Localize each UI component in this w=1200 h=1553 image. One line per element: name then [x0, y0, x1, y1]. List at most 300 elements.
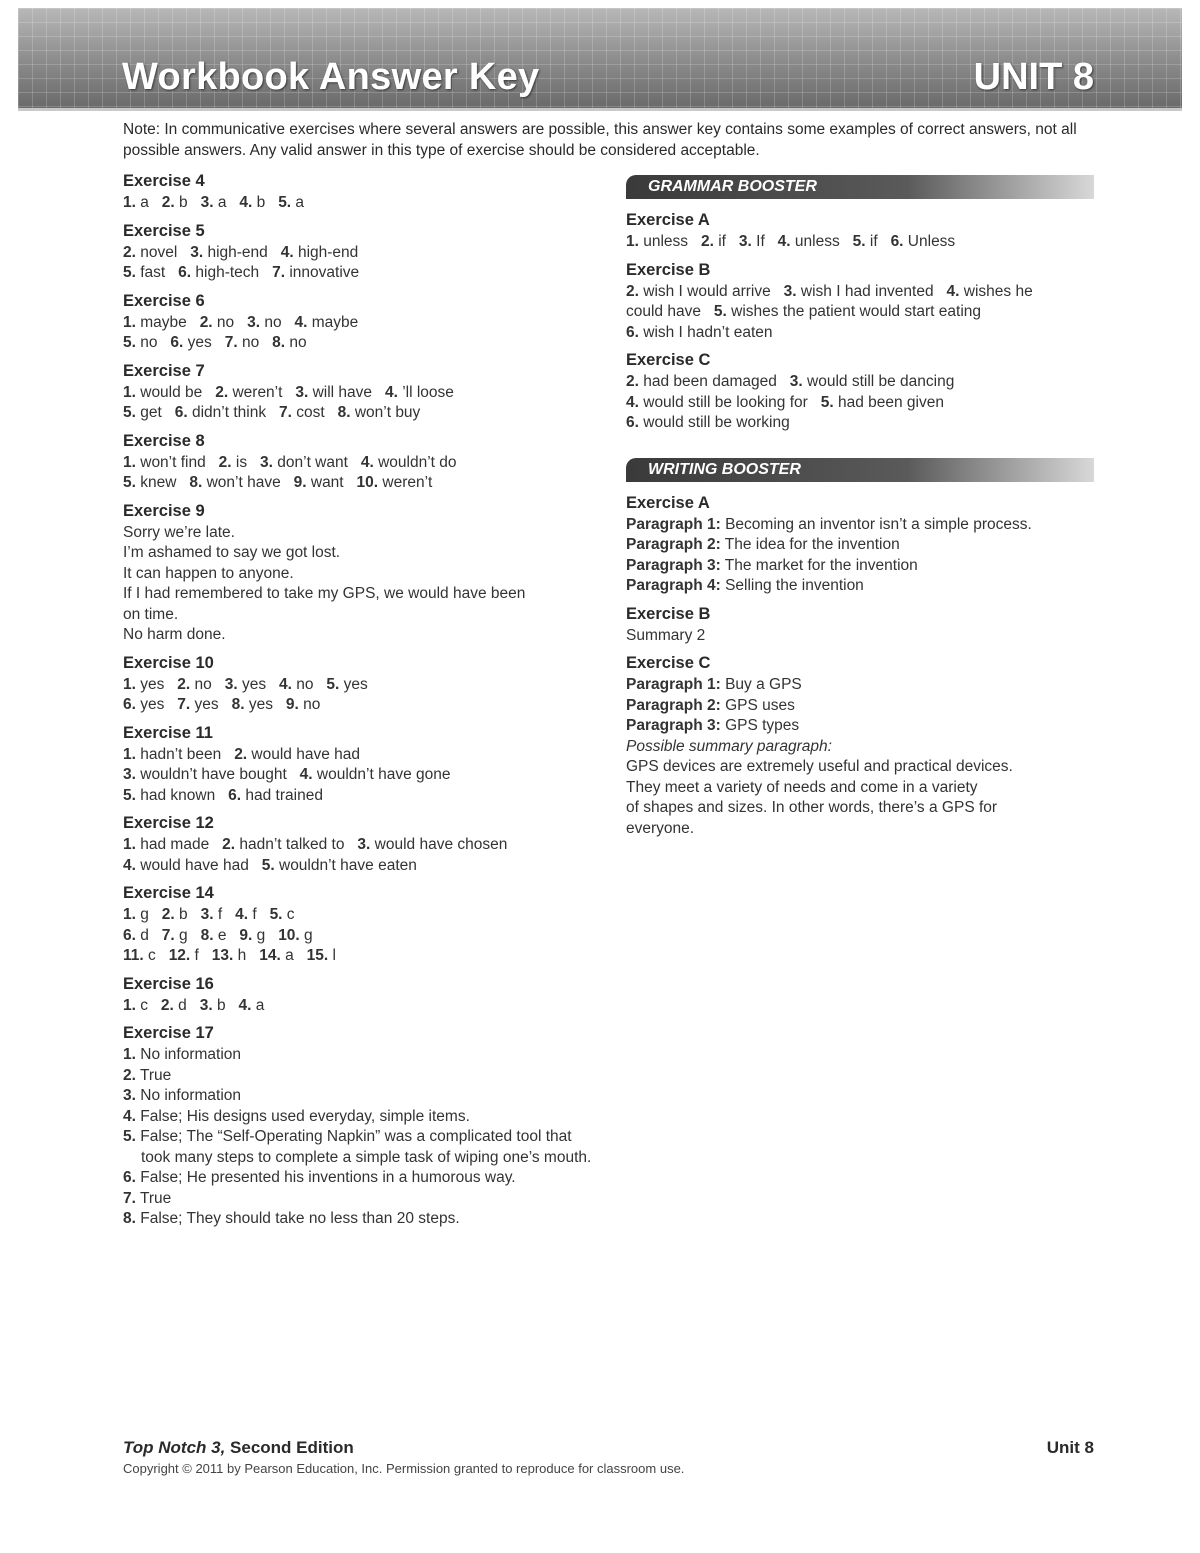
- exercise-block: [123, 973, 603, 1017]
- answer-text: They meet a variety of needs and come in a variety: [626, 778, 978, 796]
- answer-line: [626, 778, 1096, 799]
- answer-text: hadn’t talked to: [235, 836, 358, 853]
- grammar-booster-header: GRAMMAR BOOSTER: [626, 175, 1094, 199]
- exercise-block: [123, 500, 603, 646]
- answer-text: 4.: [279, 675, 292, 693]
- answer-text: f: [248, 906, 270, 923]
- answer-text: yes: [237, 675, 279, 693]
- answer-text: maybe: [307, 313, 359, 331]
- answer-text: 4.: [123, 1107, 136, 1125]
- answer-text: g: [174, 926, 201, 944]
- answer-text: had known: [135, 786, 229, 804]
- answer-line: [123, 383, 603, 404]
- answer-text: 2.: [160, 996, 174, 1014]
- answer-text: had been damaged: [638, 373, 790, 390]
- answer-text: 4.: [384, 383, 398, 401]
- exercise-block: [123, 290, 603, 354]
- answer-text: maybe: [135, 313, 200, 331]
- answer-text: 2.: [199, 313, 213, 331]
- answer-line: [123, 1066, 603, 1087]
- answer-text: If I had remembered to take my GPS, we would have been: [123, 585, 526, 602]
- answer-text: 3.: [783, 282, 797, 300]
- answer-text: False; They should take no less than 20 steps.: [135, 1210, 460, 1227]
- answer-text: 6.: [626, 414, 639, 431]
- answer-line: [123, 1168, 603, 1189]
- answer-text: Unless: [903, 233, 956, 250]
- exercise-block: [123, 652, 603, 716]
- answer-text: would have had: [135, 856, 262, 874]
- answer-text: could have: [626, 303, 714, 320]
- answer-text: 6.: [626, 323, 639, 341]
- answer-text: a: [280, 947, 307, 964]
- answer-text: 1.: [123, 906, 136, 923]
- answer-text: had been given: [833, 393, 944, 411]
- page-title: Workbook Answer Key: [122, 56, 540, 98]
- answer-line: [123, 695, 603, 716]
- answer-text: 4.: [946, 282, 960, 300]
- answer-line: [123, 1045, 603, 1066]
- answer-text: 5.: [123, 334, 136, 351]
- answer-text: h: [233, 947, 260, 964]
- answer-text: 2.: [123, 243, 136, 261]
- answer-line: [626, 515, 1096, 536]
- answer-line: [123, 946, 603, 967]
- answer-text: 3.: [123, 766, 136, 783]
- answer-text: a: [135, 194, 162, 211]
- answer-text: 6.: [123, 926, 136, 944]
- answer-line: [123, 605, 603, 626]
- answer-text: 12.: [168, 947, 191, 964]
- exercise-title: Exercise 14: [123, 884, 214, 902]
- answer-text: 7.: [177, 696, 191, 713]
- answer-text: would have chosen: [370, 836, 508, 853]
- answer-line: [626, 282, 1096, 303]
- answer-text: f: [190, 947, 212, 964]
- left-column: [123, 170, 603, 1236]
- answer-line: [123, 625, 603, 646]
- exercise-block: [123, 882, 603, 967]
- answer-text: If: [751, 233, 778, 250]
- answer-text: high-end: [293, 243, 359, 261]
- answer-text: will have: [308, 383, 385, 401]
- exercise-block: [123, 360, 603, 424]
- answer-text: would still be looking for: [638, 393, 821, 411]
- answer-text: yes: [135, 696, 178, 713]
- answer-line: [123, 543, 603, 564]
- answer-text: no: [190, 675, 225, 693]
- answer-text: 2.: [215, 383, 229, 401]
- answer-text: a: [251, 996, 265, 1014]
- answer-text: 4.: [360, 453, 374, 471]
- answer-line: [626, 413, 1096, 434]
- answer-line: [626, 757, 1096, 778]
- exercise-title: Exercise A: [626, 493, 710, 512]
- exercise-block: [626, 209, 1096, 253]
- answer-text: g: [252, 926, 279, 944]
- answer-text: 1.: [123, 453, 136, 471]
- answer-text: 11.: [123, 947, 144, 964]
- answer-text: Paragraph 3:: [626, 717, 721, 734]
- answer-line: [123, 193, 603, 214]
- answer-text: 9.: [293, 474, 307, 491]
- answer-line: [123, 745, 603, 766]
- exercise-title: Exercise 16: [123, 974, 214, 993]
- exercise-block: [123, 812, 603, 876]
- answer-text: get: [135, 404, 175, 421]
- answer-text: no: [291, 675, 327, 693]
- answer-text: 4.: [299, 766, 313, 783]
- exercise-block: [123, 722, 603, 807]
- answer-text: 4.: [239, 194, 253, 211]
- exercise-block: [123, 1022, 603, 1230]
- answer-text: Paragraph 1:: [626, 676, 721, 693]
- answer-line: [123, 403, 603, 424]
- answer-text: No information: [135, 1046, 242, 1063]
- exercise-title: Exercise B: [626, 260, 711, 279]
- answer-text: hadn’t been: [135, 745, 235, 763]
- answer-text: 5.: [123, 1128, 136, 1145]
- header-banner: [18, 8, 1182, 111]
- answer-text: b: [174, 194, 201, 211]
- answer-text: would be: [135, 383, 216, 401]
- answer-line: [626, 535, 1096, 556]
- answer-text: wishes the patient would start eating: [726, 303, 982, 320]
- answer-text: g: [135, 906, 162, 923]
- answer-text: Paragraph 1:: [626, 515, 721, 533]
- answer-text: Sorry we’re late.: [123, 523, 235, 541]
- answer-text: False; His designs used everyday, simple items.: [135, 1107, 470, 1125]
- answer-text: would still be working: [638, 414, 790, 431]
- answer-text: a: [291, 194, 305, 211]
- answer-text: c: [135, 996, 161, 1014]
- answer-text: g: [299, 926, 313, 944]
- exercise-title: Exercise 17: [123, 1024, 214, 1042]
- answer-text: 1.: [123, 383, 136, 401]
- answer-text: 8.: [231, 696, 245, 713]
- answer-text: 3.: [295, 383, 309, 401]
- answer-text: yes: [135, 675, 178, 693]
- answer-text: It can happen to anyone.: [123, 564, 294, 582]
- answer-text: if: [865, 233, 891, 250]
- answer-text: 9.: [285, 696, 299, 713]
- answer-text: f: [213, 906, 236, 923]
- answer-line: [123, 905, 603, 926]
- exercise-title: Exercise 11: [123, 723, 213, 742]
- answer-text: GPS types: [720, 717, 800, 734]
- exercise-title: Exercise 9: [123, 501, 205, 520]
- answer-text: yes: [339, 675, 368, 693]
- answer-text: knew: [135, 474, 190, 491]
- exercise-block: [626, 492, 1096, 597]
- answer-text: unless: [638, 233, 701, 250]
- answer-line: [626, 302, 1096, 323]
- answer-text: if: [713, 233, 739, 250]
- answer-text: 8.: [123, 1210, 136, 1227]
- answer-text: 4.: [235, 906, 249, 923]
- answer-text: high-end: [203, 243, 281, 261]
- exercise-block: [626, 603, 1096, 647]
- answer-text: 7.: [123, 1189, 136, 1207]
- answer-text: weren’t: [228, 383, 296, 401]
- answer-text: of shapes and sizes. In other words, there’s a GPS for: [626, 799, 998, 816]
- answer-text: 2.: [222, 836, 236, 853]
- answer-text: wouldn’t have eaten: [274, 856, 417, 874]
- answer-text: l: [328, 947, 336, 964]
- answer-line: [123, 1189, 603, 1210]
- answer-line: [123, 835, 603, 856]
- answer-line: [123, 243, 603, 264]
- exercise-block: [626, 349, 1096, 434]
- answer-text: 7.: [278, 404, 292, 421]
- exercise-title: Exercise 4: [123, 172, 205, 190]
- answer-text: 15.: [306, 947, 329, 964]
- answer-text: 3.: [123, 1087, 136, 1104]
- answer-text: 2.: [177, 675, 191, 693]
- answer-line: [626, 798, 1096, 819]
- answer-text: 6.: [123, 696, 136, 713]
- answer-text: 2.: [218, 453, 232, 471]
- answer-text: False; He presented his inventions in a humorous way.: [135, 1169, 516, 1186]
- answer-text: yes: [244, 696, 286, 713]
- answer-text: 3.: [789, 373, 803, 390]
- exercise-block: [123, 220, 603, 284]
- answer-text: True: [135, 1066, 172, 1084]
- answer-line: [626, 626, 1096, 647]
- answer-line: [123, 313, 603, 334]
- answer-line: [626, 232, 1096, 253]
- exercise-title: Exercise 10: [123, 653, 214, 672]
- answer-text: 1.: [123, 745, 136, 763]
- answer-text: no: [237, 334, 273, 351]
- answer-text: won’t buy: [350, 404, 421, 421]
- grammar-booster-exercises: [626, 209, 1096, 434]
- answer-line: [626, 737, 1096, 758]
- answer-line: [123, 564, 603, 585]
- answer-line: [123, 263, 603, 284]
- answer-line: [626, 716, 1096, 737]
- answer-text: 3.: [190, 243, 204, 261]
- answer-text: Summary 2: [626, 626, 706, 644]
- answer-line: [123, 675, 603, 696]
- answer-line: [626, 696, 1096, 717]
- answer-text: 6.: [170, 334, 184, 351]
- exercise-block: [626, 652, 1096, 839]
- answer-text: cost: [291, 404, 338, 421]
- answer-text: wouldn’t do: [373, 453, 457, 471]
- answer-line: [123, 926, 603, 947]
- answer-text: b: [174, 906, 201, 923]
- answer-text: 1.: [123, 194, 136, 211]
- answer-text: wish I hadn’t eaten: [638, 323, 773, 341]
- answer-text: 7.: [161, 926, 175, 944]
- exercise-block: [123, 430, 603, 494]
- answer-text: won’t find: [135, 453, 219, 471]
- answer-text: 5.: [261, 856, 275, 874]
- answer-text: everyone.: [626, 819, 695, 837]
- answer-text: 5.: [269, 906, 283, 923]
- answer-line: [123, 1127, 603, 1168]
- answer-text: 10.: [278, 926, 300, 944]
- answer-text: 5.: [123, 786, 136, 804]
- answer-text: b: [212, 996, 239, 1014]
- answer-text: 4.: [777, 233, 791, 250]
- answer-line: [123, 453, 603, 474]
- book-name: Top Notch 3,: [123, 1438, 226, 1457]
- answer-text: 6.: [890, 233, 904, 250]
- footer-book-title: [123, 1438, 354, 1458]
- answer-text: weren’t: [378, 474, 433, 491]
- answer-text: Paragraph 2:: [626, 696, 721, 714]
- answer-line: [626, 372, 1096, 393]
- unit-label: UNIT 8: [973, 56, 1094, 98]
- footer-copyright: Copyright © 2011 by Pearson Education, Inc. Permission granted to reproduce for classroom use.: [123, 1461, 685, 1476]
- exercise-title: Exercise B: [626, 604, 711, 623]
- answer-text: No harm done.: [123, 626, 226, 643]
- answer-text: Becoming an inventor isn’t a simple process.: [720, 515, 1032, 533]
- answer-text: 5.: [123, 264, 136, 281]
- writing-booster-exercises: [626, 492, 1096, 840]
- answer-text: had trained: [241, 786, 323, 804]
- answer-text: no: [260, 313, 295, 331]
- answer-text: 2.: [234, 745, 248, 763]
- answer-text: 14.: [259, 947, 281, 964]
- answer-line: [626, 323, 1096, 344]
- answer-text: 5.: [852, 233, 866, 250]
- answer-text: The market for the invention: [720, 556, 918, 574]
- answer-text: 6.: [228, 786, 242, 804]
- answer-line: [123, 856, 603, 877]
- answer-text: d: [173, 996, 200, 1014]
- exercise-title: Exercise 7: [123, 361, 205, 380]
- answer-text: is: [231, 453, 261, 471]
- answer-text: 5.: [713, 303, 727, 320]
- answer-text: wouldn’t have gone: [312, 766, 451, 783]
- answer-line: [123, 333, 603, 354]
- answer-text: no: [285, 334, 307, 351]
- answer-text: no: [135, 334, 171, 351]
- answer-text: 1.: [626, 233, 639, 250]
- answer-text: don’t want: [272, 453, 361, 471]
- answer-text: 5.: [278, 194, 292, 211]
- answer-text: innovative: [285, 264, 360, 281]
- answer-text: Selling the invention: [720, 577, 864, 594]
- answer-text: 4.: [123, 856, 136, 874]
- answer-text: 3.: [200, 194, 214, 211]
- answer-text: 5.: [123, 474, 136, 491]
- answer-text: yes: [183, 334, 225, 351]
- answer-line: [123, 1086, 603, 1107]
- answer-text: 8.: [337, 404, 351, 421]
- answer-line: [123, 996, 603, 1017]
- answer-text: 6.: [174, 404, 188, 421]
- answer-text: 2.: [161, 194, 175, 211]
- answer-text: 5.: [123, 404, 136, 421]
- exercise-title: Exercise C: [626, 654, 711, 672]
- answer-text: had made: [135, 836, 223, 853]
- answer-text: Possible summary paragraph:: [626, 737, 832, 755]
- answer-text: won’t have: [202, 474, 294, 491]
- answer-text: 4.: [294, 313, 308, 331]
- answer-text: 13.: [211, 947, 234, 964]
- answer-text: ’ll loose: [397, 383, 454, 401]
- answer-text: wouldn’t have bought: [135, 766, 300, 783]
- exercise-title: Exercise 8: [123, 431, 205, 450]
- answer-text: The idea for the invention: [720, 536, 900, 553]
- answer-text: would have had: [247, 745, 361, 763]
- answer-text: 1.: [123, 1046, 136, 1063]
- answer-text: 1.: [123, 996, 136, 1014]
- exercise-block: [123, 170, 603, 214]
- answer-text: 10.: [356, 474, 379, 491]
- answer-text: yes: [190, 696, 232, 713]
- answer-text: No information: [135, 1087, 242, 1104]
- answer-text: c: [143, 947, 169, 964]
- exercise-title: Exercise 6: [123, 291, 205, 310]
- answer-text: 3.: [738, 233, 752, 250]
- answer-text: no: [298, 696, 321, 713]
- footer-unit: Unit 8: [1046, 1438, 1094, 1457]
- answer-text: 6.: [178, 264, 192, 281]
- answer-text: 3.: [200, 906, 214, 923]
- note-text: Note: In communicative exercises where several answers are possible, this answer key contains some examples of correct answers, not all possible answers. Any valid answer in this type of exercise should be considered acceptable.: [123, 121, 1077, 159]
- answer-text: e: [213, 926, 240, 944]
- answer-text: 8.: [189, 474, 203, 491]
- answer-text: on time.: [123, 605, 179, 623]
- answer-text: 7.: [224, 334, 238, 351]
- answer-text: a: [213, 194, 240, 211]
- answer-text: True: [135, 1189, 172, 1207]
- book-edition: Second Edition: [225, 1438, 354, 1457]
- answer-text: 5.: [820, 393, 834, 411]
- exercise-title: Exercise 12: [123, 814, 214, 832]
- answer-text: unless: [790, 233, 853, 250]
- answer-text: would still be dancing: [802, 373, 955, 390]
- exercise-title: Exercise 5: [123, 221, 205, 240]
- answer-text: False; The “Self-Operating Napkin” was a complicated tool that took many steps to complete a simple task of wiping one’s mouth.: [135, 1128, 592, 1166]
- answer-line: [626, 675, 1096, 696]
- answer-text: 2.: [700, 233, 714, 250]
- answer-text: GPS uses: [720, 696, 795, 714]
- answer-text: 3.: [357, 836, 371, 853]
- answer-text: 3.: [247, 313, 261, 331]
- exercise-title: Exercise A: [626, 211, 710, 229]
- answer-text: 5.: [326, 675, 340, 693]
- answer-line: [123, 786, 603, 807]
- answer-text: 4.: [280, 243, 294, 261]
- answer-text: fast: [135, 264, 179, 281]
- answer-text: 4.: [626, 393, 639, 411]
- writing-booster-header: WRITING BOOSTER: [626, 458, 1094, 482]
- answer-text: 1.: [123, 675, 136, 693]
- answer-text: d: [135, 926, 162, 944]
- answer-text: 2.: [161, 906, 175, 923]
- answer-text: 8.: [272, 334, 286, 351]
- answer-line: [123, 1107, 603, 1128]
- answer-text: Buy a GPS: [720, 676, 802, 693]
- answer-text: 4.: [238, 996, 252, 1014]
- answer-text: Paragraph 4:: [626, 577, 721, 594]
- answer-line: [626, 393, 1096, 414]
- answer-text: b: [252, 194, 279, 211]
- answer-text: 3.: [199, 996, 213, 1014]
- answer-text: no: [212, 313, 248, 331]
- answer-text: didn’t think: [187, 404, 279, 421]
- answer-text: 1.: [123, 313, 136, 331]
- right-column: [626, 175, 1096, 845]
- answer-line: [123, 473, 603, 494]
- answer-text: I’m ashamed to say we got lost.: [123, 544, 341, 561]
- answer-text: 3.: [224, 675, 238, 693]
